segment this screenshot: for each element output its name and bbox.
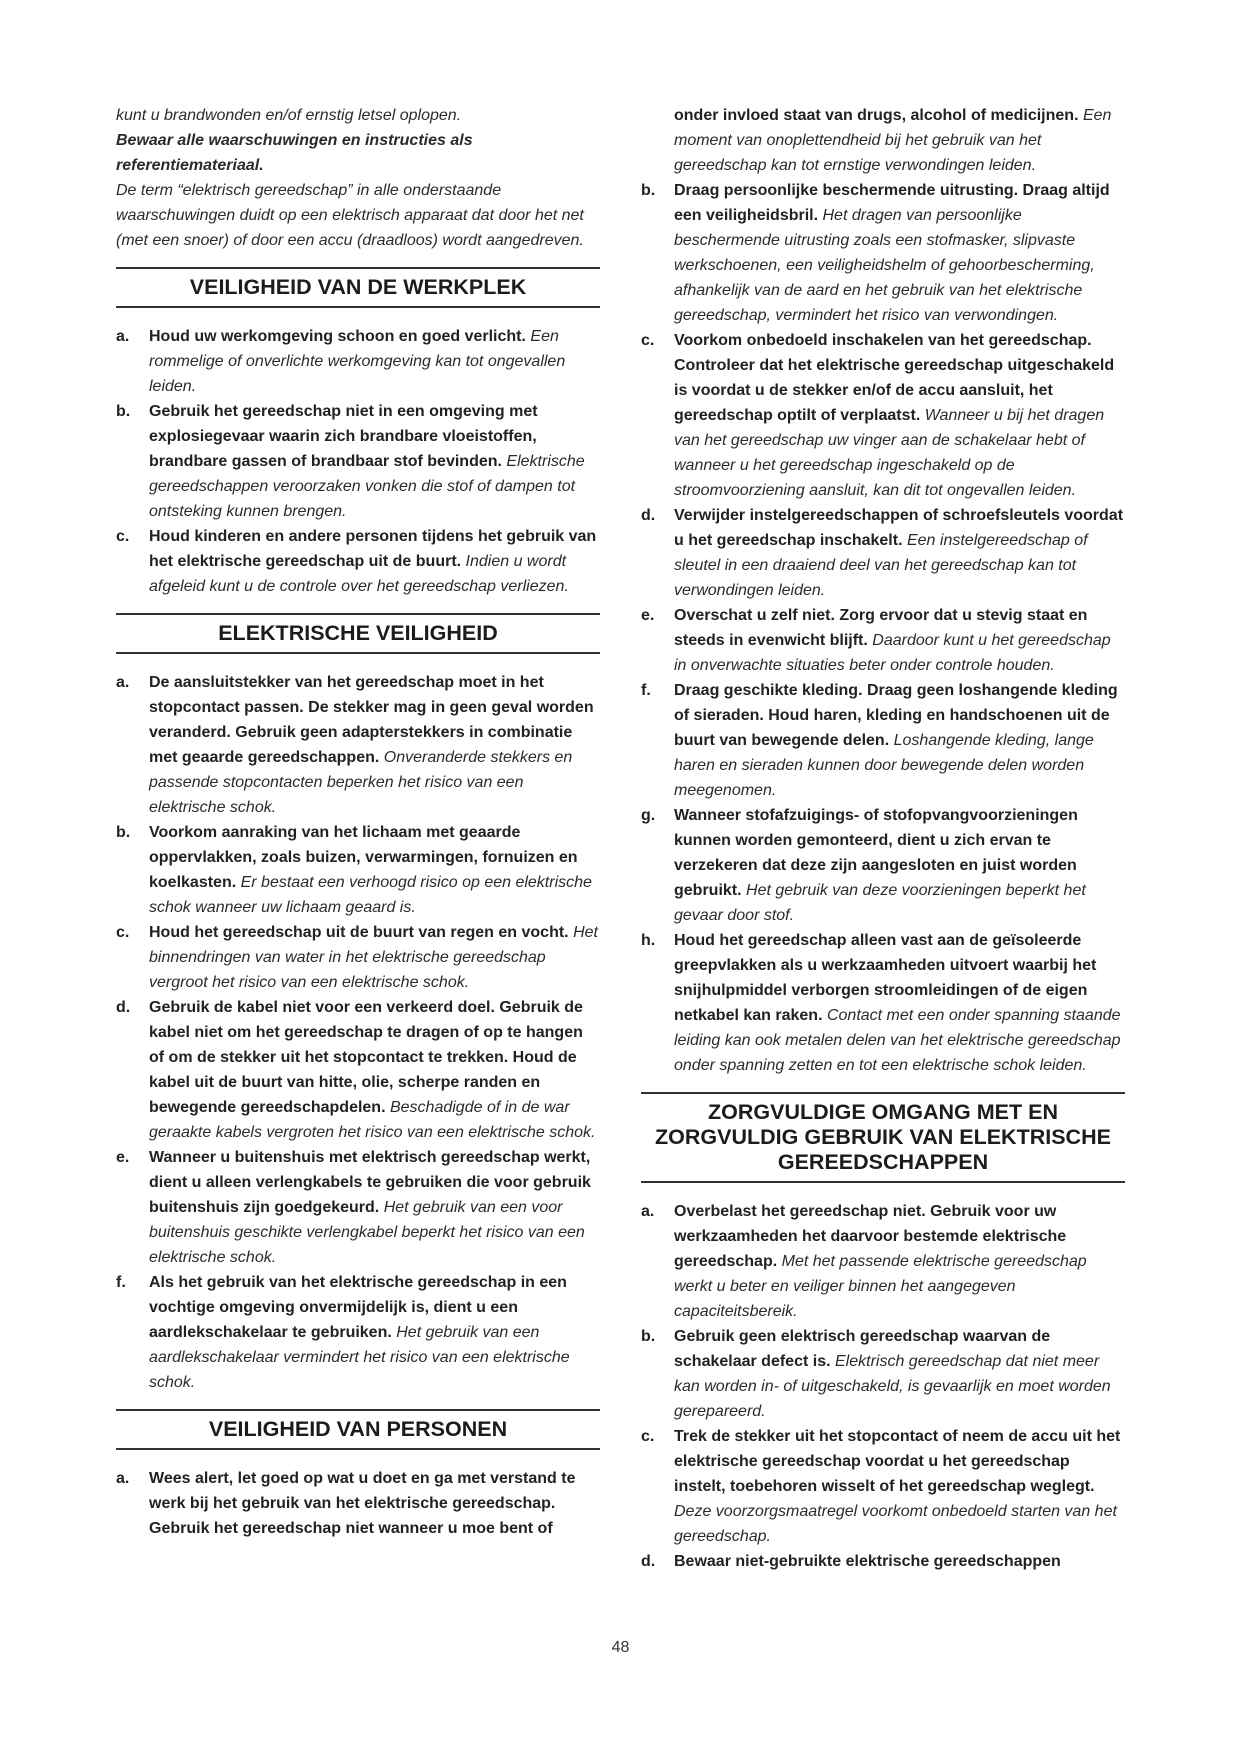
section-title-personen: VEILIGHEID VAN PERSONEN bbox=[116, 1409, 600, 1450]
save-notice: Bewaar alle waarschuwingen en instructies als referentiemateriaal. bbox=[116, 132, 473, 174]
list-item: c. Houd het gereedschap uit de buurt van regen en vocht. Het binnendringen van water in het elektrische gereedschap vergroot het risico van een elektrische schok. bbox=[116, 924, 598, 991]
list-item-continued: onder invloed staat van drugs, alcohol of medicijnen. Een moment van onoplettendheid bij het gebruik van het gereedschap kan tot ernstige verwondingen leiden. bbox=[674, 107, 1112, 174]
list-item: d. Gebruik de kabel niet voor een verkeerd doel. Gebruik de kabel niet om het gereedschap te dragen of op te hangen of om de stekker uit het stopcontact te trekken. Houd de kabel uit de buurt van hitte, olie, scherpe randen en bewegende gereedschapdelen. Beschadigde of in de war geraakte kabels vergroten het risico van een elektrische schok. bbox=[116, 999, 596, 1141]
list-item: c. Trek de stekker uit het stopcontact of neem de accu uit het elektrische gereedschap voordat u het gereedschap instelt, toebehoren wisselt of het gereedschap weglegt. Deze voorzorgsmaatregel voorkomt onbedoeld starten van het gereedschap. bbox=[641, 1428, 1121, 1545]
list-item: c. Voorkom onbedoeld inschakelen van het gereedschap. Controleer dat het elektrische gereedschap uitgeschakeld is voordat u de stekker en/of de accu aansluit, het gereedschap optilt of verplaatst. Wanneer u bij het dragen van het gereedschap uw vinger aan de schakelaar hebt of wanneer u het gereedschap ingeschakeld op de stroomvoorziening aansluit, kan dit tot ongevallen leiden. bbox=[641, 332, 1115, 499]
section-title-elektrisch: ELEKTRISCHE VEILIGHEID bbox=[116, 613, 600, 654]
list-item: b. Voorkom aanraking van het lichaam met geaarde oppervlakken, zoals buizen, verwarmingen, fornuizen en koelkasten. Er bestaat een verhoogd risico op een elektrische schok wanneer uw lichaam geaard is. bbox=[116, 824, 592, 916]
left-column bbox=[116, 103, 600, 1541]
list-item: a. De aansluitstekker van het gereedschap moet in het stopcontact passen. De stekker mag in geen geval worden veranderd. Gebruik geen adapterstekkers in combinatie met geaarde gereedschappen. Onveranderde stekkers en passende stopcontacten beperken het risico van een elektrische schok. bbox=[116, 674, 594, 816]
section-title-zorgvuldig: ZORGVULDIGE OMGANG MET EN ZORGVULDIG GEBRUIK VAN ELEKTRISCHE GEREEDSCHAPPEN bbox=[641, 1092, 1125, 1183]
term-note: De term “elektrisch gereedschap” in alle onderstaande waarschuwingen duidt op een elektrisch apparaat dat door het net (met een snoer) of door een accu (draadloos) wordt aangedreven. bbox=[116, 182, 584, 249]
list-item: b. Draag persoonlijke beschermende uitrusting. Draag altijd een veiligheidsbril. Het dragen van persoonlijke beschermende uitrusting zoals een stofmasker, slipvaste werkschoenen, een veiligheidshelm of gehoorbescherming, afhankelijk van de aard en het gebruik van het elektrische gereedschap, vermindert het risico van verwondingen. bbox=[641, 182, 1110, 324]
list-item: d. Verwijder instelgereedschappen of schroefsleutels voordat u het gereedschap inschakelt. Een instelgereedschap of sleutel in een draaiend deel van het gereedschap kan tot verwondingen leiden. bbox=[641, 507, 1124, 599]
list-item: c. Houd kinderen en andere personen tijdens het gebruik van het elektrische gereedschap uit de buurt. Indien u wordt afgeleid kunt u de controle over het gereedschap verliezen. bbox=[116, 528, 597, 595]
list-item: f. Als het gebruik van het elektrische gereedschap in een vochtige omgeving onvermijdelijk is, dient u een aardlekschakelaar te gebruiken. Het gebruik van een aardlekschakelaar vermindert het risico van een elektrische schok. bbox=[116, 1274, 570, 1391]
list-item: b. Gebruik geen elektrisch gereedschap waarvan de schakelaar defect is. Elektrisch gereedschap dat niet meer kan worden in- of uitgeschakeld, is gevaarlijk en moet worden gerepareerd. bbox=[641, 1328, 1111, 1420]
list-item: a. Houd uw werkomgeving schoon en goed verlicht. Een rommelige of onverlichte werkomgeving kan tot ongevallen leiden. bbox=[116, 328, 566, 395]
section-title-werkplek: VEILIGHEID VAN DE WERKPLEK bbox=[116, 267, 600, 308]
list-item: a. Overbelast het gereedschap niet. Gebruik voor uw werkzaamheden het daarvoor bestemde elektrische gereedschap. Met het passende elektrische gereedschap werkt u beter en veiliger binnen het aangegeven capaciteitsbereik. bbox=[641, 1203, 1087, 1320]
list-item: d. Bewaar niet-gebruikte elektrische gereedschappen bbox=[641, 1553, 1061, 1570]
page-number: 48 bbox=[611, 1639, 630, 1656]
list-item: e. Wanneer u buitenshuis met elektrisch gereedschap werkt, dient u alleen verlengkabels te gebruiken die voor gebruik buitenshuis zijn goedgekeurd. Het gebruik van een voor buitenshuis geschikte verlengkabel beperkt het risico van een elektrische schok. bbox=[116, 1149, 591, 1266]
list-item: a. Wees alert, let goed op wat u doet en ga met verstand te werk bij het gebruik van het elektrische gereedschap. Gebruik het gereedschap niet wanneer u moe bent of bbox=[116, 1470, 576, 1537]
list-item: b. Gebruik het gereedschap niet in een omgeving met explosiegevaar waarin zich brandbare vloeistoffen, brandbare gassen of brandbaar stof bevinden. Elektrische gereedschappen veroorzaken vonken die stof of dampen tot ontsteking kunnen brengen. bbox=[116, 403, 585, 520]
list-item: h. Houd het gereedschap alleen vast aan de geïsoleerde greepvlakken als u werkzaamheden uitvoert waarbij het snijhulpmiddel verborgen stroomleidingen of de eigen netkabel kan raken. Contact met een onder spanning staande leiding kan ook metalen delen van het elektrische gereedschap onder spanning zetten en tot een elektrische schok leiden. bbox=[641, 932, 1121, 1074]
list-item: g. Wanneer stofafzuigings- of stofopvangvoorzieningen kunnen worden gemonteerd, dient u zich ervan te verzekeren dat deze zijn aangesloten en juist worden gebruikt. Het gebruik van deze voorzieningen beperkt het gevaar door stof. bbox=[641, 807, 1086, 924]
right-column bbox=[641, 103, 1125, 1574]
intro-line: kunt u brandwonden en/of ernstig letsel oplopen. bbox=[116, 107, 462, 124]
list-item: e. Overschat u zelf niet. Zorg ervoor dat u stevig staat en steeds in evenwicht blijft. Daardoor kunt u het gereedschap in onverwachte situaties beter onder controle houden. bbox=[641, 607, 1111, 674]
list-item: f. Draag geschikte kleding. Draag geen loshangende kleding of sieraden. Houd haren, kleding en handschoenen uit de buurt van bewegende delen. Loshangende kleding, lange haren en sieraden kunnen door bewegende delen worden meegenomen. bbox=[641, 682, 1118, 799]
